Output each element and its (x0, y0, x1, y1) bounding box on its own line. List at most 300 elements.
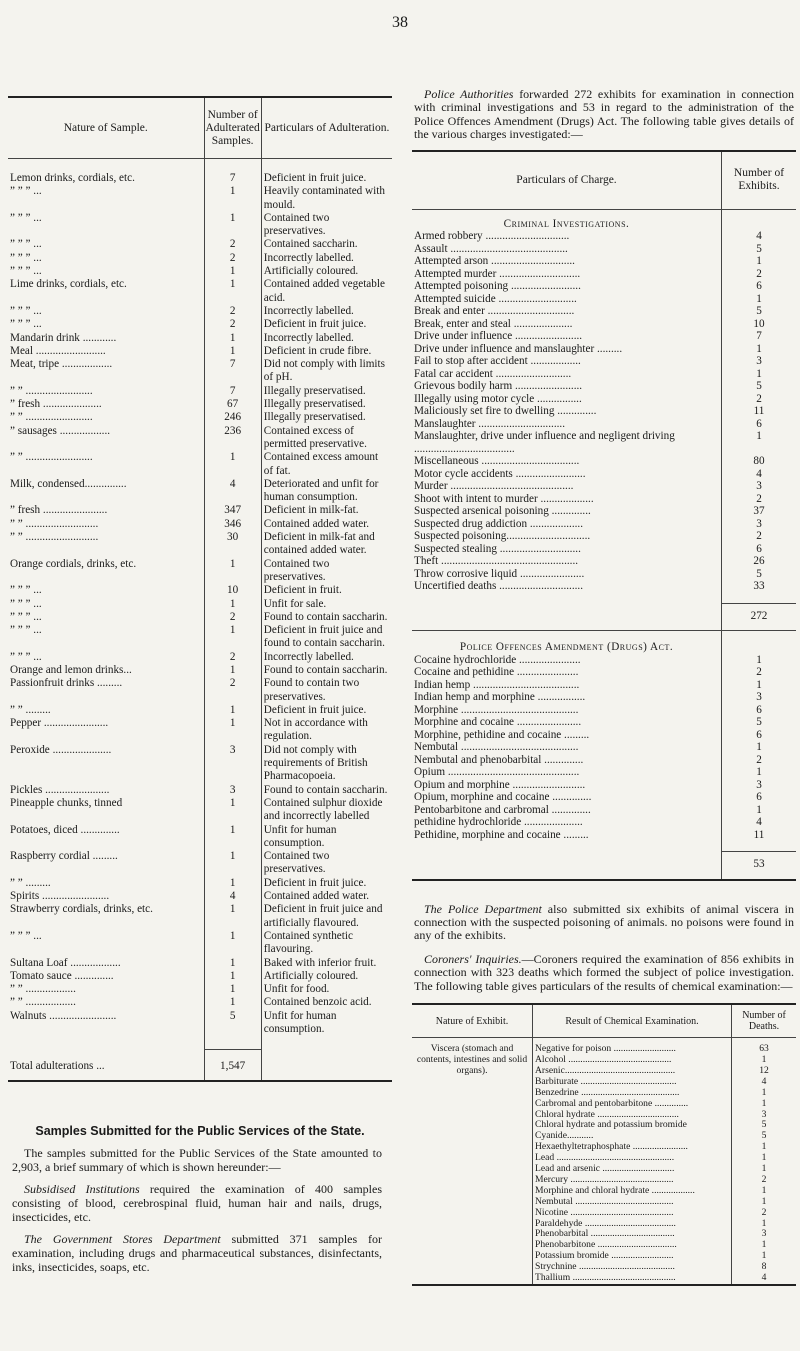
adulterated-count: 1 (204, 930, 261, 957)
charge-row (412, 418, 796, 431)
table-row (8, 996, 392, 1009)
charge-name: Fail to stop after accident .................. (414, 355, 581, 368)
charge-name: Suspected drug addiction ................... (414, 517, 584, 530)
adulteration-particulars: Did not comply with requirements of British Pharmacopoeia. (261, 744, 392, 784)
police-dept-rest: also submitted six exhibits of animal viscera in connection with the suspected poisoning of animals. no poisons were found in any of the exhibits. (414, 901, 794, 943)
charge-name: Maliciously set fire to dwelling .............. (414, 405, 597, 418)
table-row (8, 212, 392, 239)
sample-nature: ” fresh ..................... (10, 398, 102, 411)
charge-name: Murder ............................................ (414, 480, 574, 493)
exam-result: Phenobarbitone ................................. (533, 1240, 732, 1251)
adulterated-count: 1 (204, 558, 261, 585)
sample-nature: Milk, condensed............... (10, 477, 127, 490)
charge-name: Attempted murder ............................. (414, 267, 581, 280)
table-row (8, 238, 392, 251)
table-row (8, 824, 392, 851)
charge-row (412, 543, 796, 556)
sample-nature: ” ” ........................ (10, 411, 93, 424)
charge-row (412, 243, 796, 256)
police-dept-para (414, 903, 794, 943)
header-particulars: Particulars of Adulteration. (261, 98, 392, 159)
charge-name: Attempted suicide ............................ (414, 292, 577, 305)
table-row (8, 744, 392, 784)
sample-nature: ” ” ” ... (10, 597, 42, 610)
adulteration-particulars: Incorrectly labelled. (261, 332, 392, 345)
death-count: 4 (732, 1077, 797, 1088)
adulteration-particulars: Illegally preservatised. (261, 385, 392, 398)
charge-exhibits: 4 (722, 468, 797, 481)
drug-charge-name: Nembutal .......................................... (414, 741, 579, 754)
death-count: 3 (732, 1110, 797, 1121)
adulteration-particulars: Baked with inferior fruit. (261, 957, 392, 970)
police-intro (414, 88, 794, 142)
charge-row (412, 555, 796, 568)
table-row (8, 531, 392, 558)
sample-nature: Walnuts ........................ (10, 1009, 117, 1022)
charge-row (412, 505, 796, 518)
adulterated-count: 246 (204, 411, 261, 424)
adulterated-count: 1 (204, 265, 261, 278)
exhibit-nature: Viscera (stomach and contents, intestines and solid organs). (416, 1043, 528, 1076)
charge-exhibits: 37 (722, 505, 797, 518)
adulteration-particulars: Deficient in fruit juice. (261, 704, 392, 717)
charge-exhibits: 5 (722, 568, 797, 581)
header-exhibit-nature: Nature of Exhibit. (435, 1015, 509, 1027)
adulteration-particulars: Illegally preservatised. (261, 398, 392, 411)
drug-charge-name: Morphine .......................................... (414, 703, 579, 716)
charge-name: Miscellaneous ................................... (414, 455, 580, 468)
adulterated-count: 2 (204, 611, 261, 624)
sample-nature: Spirits ........................ (10, 890, 110, 903)
adulteration-particulars: Contained saccharin. (261, 238, 392, 251)
adulteration-particulars: Unfit for human consumption. (261, 1010, 392, 1037)
sample-nature: ” ” ” ... (10, 624, 42, 637)
adulterated-count: 10 (204, 584, 261, 597)
drug-exhibits: 6 (722, 791, 797, 804)
charges-table (412, 152, 796, 879)
adulterated-count: 236 (204, 425, 261, 452)
table-row (8, 598, 392, 611)
adulterated-count: 2 (204, 252, 261, 265)
header-deaths: Number of Deaths. (732, 1005, 797, 1038)
table-row (8, 252, 392, 265)
drug-charge-name: Pethidine, morphine and cocaine ......... (414, 828, 589, 841)
police-intro-italic: Police Authorities (424, 87, 514, 101)
exam-result: Nicotine ........................................... (533, 1208, 732, 1219)
drug-charge-name: Pentobarbitone and carbromal .............. (414, 803, 591, 816)
adulteration-particulars: Contained two preservatives. (261, 212, 392, 239)
adulterated-count: 2 (204, 238, 261, 251)
charge-name: Break, enter and steal ..................... (414, 317, 573, 330)
adulteration-particulars: Deficient in fruit juice. (261, 172, 392, 185)
drug-row (412, 691, 796, 704)
coroners-table (412, 1005, 796, 1284)
adulteration-particulars: Incorrectly labelled. (261, 651, 392, 664)
drug-exhibits: 2 (722, 754, 797, 767)
sample-nature: ” ” ” ... (10, 185, 42, 198)
drug-row (412, 741, 796, 754)
charge-row (412, 355, 796, 368)
adulteration-particulars: Deficient in milk-fat. (261, 504, 392, 517)
charge-exhibits: 7 (722, 330, 797, 343)
adulteration-particulars: Found to contain saccharin. (261, 611, 392, 624)
adulterated-count: 1 (204, 983, 261, 996)
death-count: 1 (732, 1142, 797, 1153)
drug-exhibits: 11 (722, 829, 797, 842)
adulteration-particulars: Contained benzoic acid. (261, 996, 392, 1009)
drug-row (412, 704, 796, 717)
charge-row (412, 318, 796, 331)
sample-nature: ” ” ........................ (10, 451, 93, 464)
adulterated-count: 7 (204, 172, 261, 185)
p2-italic: Subsidised Institutions (24, 1181, 140, 1196)
adulteration-particulars: Contained added vegetable acid. (261, 278, 392, 305)
sample-nature: Raspberry cordial ......... (10, 850, 118, 863)
p3-rest: submitted 371 samples for examination, including drugs and pharmaceutical substances, disinfectants, inks, insecticides, soaps, etc. (12, 1231, 382, 1274)
adulteration-particulars: Contained two preservatives. (261, 558, 392, 585)
drug-row (412, 766, 796, 779)
police-dept-italic: The Police Department (424, 901, 542, 916)
adulteration-particulars: Unfit for food. (261, 983, 392, 996)
charge-exhibits: 1 (722, 430, 797, 455)
death-count: 1 (732, 1197, 797, 1208)
table-row (8, 677, 392, 704)
adulterated-count: 4 (204, 890, 261, 903)
drug-row (412, 791, 796, 804)
table-row (8, 558, 392, 585)
drug-exhibits: 5 (722, 716, 797, 729)
charge-name: Fatal car accident ........................... (414, 367, 572, 380)
charge-exhibits: 6 (722, 543, 797, 556)
death-count: 1 (732, 1186, 797, 1197)
death-count: 1 (732, 1055, 797, 1066)
charge-name: Suspected poisoning.............................. (414, 530, 591, 543)
drugs-title: Police Offences Amendment (Drugs) Act. (459, 641, 674, 654)
adulterated-count: 1 (204, 664, 261, 677)
adulteration-particulars: Contained excess amount of fat. (261, 451, 392, 478)
charge-name: Throw corrosive liquid ....................... (414, 567, 585, 580)
charge-row (412, 380, 796, 393)
adulterated-count: 1 (204, 996, 261, 1009)
death-count: 12 (732, 1066, 797, 1077)
left-column (8, 96, 392, 1274)
exam-result: Nembutal ......................................... (533, 1197, 732, 1208)
adulteration-particulars: Contained added water. (261, 518, 392, 531)
table-row (8, 930, 392, 957)
table-row (8, 664, 392, 677)
adulterated-count: 7 (204, 358, 261, 385)
drug-exhibits: 1 (722, 741, 797, 754)
header-exhibits: Number of Exhibits. (722, 152, 797, 210)
charge-exhibits: 4 (722, 230, 797, 243)
sample-nature: Mandarin drink ............ (10, 331, 117, 344)
death-count: 1 (732, 1153, 797, 1164)
sample-nature: Meal ......................... (10, 344, 106, 357)
sample-nature: ” ” ” ... (10, 929, 42, 942)
table-row (8, 1010, 392, 1037)
drug-row (412, 804, 796, 817)
adulterated-count: 67 (204, 398, 261, 411)
table-row (8, 584, 392, 597)
adulterated-count: 1 (204, 451, 261, 478)
drug-row (412, 829, 796, 842)
coroners-bottom-rule (412, 1284, 796, 1286)
charge-exhibits: 2 (722, 530, 797, 543)
charge-name: Manslaughter, drive under influence and negligent driving .................................... (414, 430, 675, 455)
exam-result: Alcohol ........................................... (533, 1055, 732, 1066)
charge-exhibits: 2 (722, 268, 797, 281)
death-count: 4 (732, 1273, 797, 1284)
adulterated-count: 3 (204, 784, 261, 797)
adulterated-count: 2 (204, 677, 261, 704)
table-row (8, 797, 392, 824)
exam-result: Morphine and chloral hydrate .................. (533, 1186, 732, 1197)
table-row (8, 704, 392, 717)
table-row (8, 318, 392, 331)
sample-nature: ” ” ......... (10, 876, 51, 889)
charge-row (412, 368, 796, 381)
charge-row (412, 468, 796, 481)
table-row (8, 478, 392, 505)
drug-exhibits: 2 (722, 666, 797, 679)
total-label: Total adulterations ... (10, 1059, 105, 1072)
charge-exhibits: 80 (722, 455, 797, 468)
exam-result: Lead ................................................. (533, 1153, 732, 1164)
table-row (8, 172, 392, 185)
charge-name: Uncertified deaths .............................. (414, 580, 584, 593)
charge-exhibits: 11 (722, 405, 797, 418)
exam-result: Chloral hydrate and potassium bromide (533, 1120, 732, 1131)
exam-result: Barbiturate ........................................ (533, 1077, 732, 1088)
table-row (8, 970, 392, 983)
drug-charge-name: Indian hemp ...................................... (414, 678, 580, 691)
adulteration-particulars: Contained synthetic flavouring. (261, 930, 392, 957)
adulterated-count: 1 (204, 185, 261, 212)
death-count: 1 (732, 1164, 797, 1175)
table-row (8, 983, 392, 996)
charge-exhibits: 1 (722, 255, 797, 268)
death-count: 3 (732, 1229, 797, 1240)
charge-exhibits: 26 (722, 555, 797, 568)
death-count: 5 (732, 1120, 797, 1131)
death-count: 2 (732, 1208, 797, 1219)
sample-nature: Lemon drinks, cordials, etc. (10, 172, 135, 184)
table-row (8, 332, 392, 345)
charge-exhibits: 2 (722, 393, 797, 406)
adulteration-particulars: Found to contain saccharin. (261, 664, 392, 677)
charge-exhibits: 10 (722, 318, 797, 331)
table-row (8, 358, 392, 385)
public-services-p2 (12, 1182, 382, 1224)
table-row (8, 784, 392, 797)
table-spacer (412, 841, 796, 852)
charge-name: Drive under influence ........................ (414, 330, 583, 343)
adulterated-count: 1 (204, 824, 261, 851)
adulterated-count: 1 (204, 717, 261, 744)
death-count: 63 (732, 1044, 797, 1055)
charge-exhibits: 6 (722, 418, 797, 431)
sample-nature: ” sausages .................. (10, 424, 111, 437)
table-row (8, 651, 392, 664)
drug-charge-name: Cocaine and pethidine ...................... (414, 666, 579, 679)
public-services-title: Samples Submitted for the Public Services of the State. (35, 1123, 365, 1138)
adulteration-particulars: Deficient in fruit juice. (261, 877, 392, 890)
charge-name: Motor cycle accidents ......................... (414, 467, 586, 480)
charge-exhibits: 3 (722, 355, 797, 368)
sample-nature: Orange cordials, drinks, etc. (10, 557, 137, 570)
adulteration-body (8, 159, 392, 1050)
drug-row (412, 716, 796, 729)
exam-result: Lead and arsenic .............................. (533, 1164, 732, 1175)
adulteration-particulars: Unfit for human consumption. (261, 824, 392, 851)
header-charge: Particulars of Charge. (516, 173, 617, 186)
charge-row (412, 530, 796, 543)
adulteration-particulars: Contained two preservatives. (261, 850, 392, 877)
sample-nature: Pickles ....................... (10, 783, 110, 796)
adulterated-count: 7 (204, 385, 261, 398)
drug-exhibits: 3 (722, 779, 797, 792)
sample-nature: ” ” ” ... (10, 610, 42, 623)
charge-name: Illegally using motor cycle ................ (414, 392, 582, 405)
death-count: 1 (732, 1251, 797, 1262)
drug-charge-name: Cocaine hydrochloride ...................... (414, 653, 581, 666)
charge-exhibits: 5 (722, 305, 797, 318)
exam-result: Potassium bromide .......................... (533, 1251, 732, 1262)
sample-nature: ” ” .......................... (10, 517, 99, 530)
table-row (8, 611, 392, 624)
drugs-total: 53 (722, 852, 797, 879)
adulterated-count: 1 (204, 970, 261, 983)
adulterated-count: 1 (204, 598, 261, 611)
bottom-rule (8, 1080, 392, 1082)
table-row (8, 903, 392, 930)
charge-name: Suspected arsenical poisoning .............. (414, 505, 591, 518)
coroners-italic: Coroners' Inquiries. (424, 951, 522, 966)
sample-nature: Orange and lemon drinks... (10, 663, 132, 676)
adulteration-particulars: Deficient in fruit. (261, 584, 392, 597)
adulterated-count: 1 (204, 212, 261, 239)
drugs-body (412, 654, 796, 852)
charge-exhibits: 1 (722, 293, 797, 306)
coroners-rest: —Coroners required the examination of 856 exhibits in connection with 323 deaths which formed the subject of police investigation. The following table gives particulars of the results of chemical examination:— (414, 951, 794, 993)
adulterated-count: 2 (204, 651, 261, 664)
exam-result: Arsenic.............................................. (533, 1066, 732, 1077)
charge-name: Manslaughter ............................... (414, 417, 566, 430)
adulteration-particulars: Deficient in fruit juice. (261, 318, 392, 331)
charge-exhibits: 6 (722, 280, 797, 293)
adulterated-count: 1 (204, 704, 261, 717)
exam-result: Chloral hydrate .................................. (533, 1110, 732, 1121)
sample-nature: Peroxide ..................... (10, 743, 112, 756)
charge-name: Armed robbery .............................. (414, 230, 570, 243)
coroners-body (412, 1038, 796, 1284)
drug-exhibits: 1 (722, 654, 797, 667)
exam-result: Phenobarbital ................................... (533, 1229, 732, 1240)
exam-result: Thallium ........................................... (533, 1273, 732, 1284)
adulteration-particulars: Contained added water. (261, 890, 392, 903)
charge-row (412, 393, 796, 406)
drug-row (412, 729, 796, 742)
charge-row (412, 305, 796, 318)
drug-row (412, 779, 796, 792)
adulteration-particulars: Illegally preservatised. (261, 411, 392, 424)
sample-nature: Sultana Loaf .................. (10, 956, 121, 969)
charge-row (412, 518, 796, 531)
adulteration-particulars: Contained excess of permitted preservative. (261, 425, 392, 452)
adulterated-count: 2 (204, 305, 261, 318)
adulterated-count: 1 (204, 877, 261, 890)
table-row (8, 877, 392, 890)
charge-exhibits: 5 (722, 243, 797, 256)
drug-exhibits: 1 (722, 766, 797, 779)
charge-name: Shoot with intent to murder ................... (414, 492, 594, 505)
public-services-p3 (12, 1232, 382, 1274)
sample-nature: Potatoes, diced .............. (10, 823, 120, 836)
adulteration-particulars: Deficient in fruit juice and artificially flavoured. (261, 903, 392, 930)
charge-row (412, 293, 796, 306)
table-row (8, 185, 392, 212)
coroners-para (414, 953, 794, 993)
sample-nature: ” ” ” ... (10, 238, 42, 251)
sample-nature: ” ” .................. (10, 996, 76, 1009)
drug-charge-name: Nembutal and phenobarbital .............. (414, 753, 584, 766)
charge-exhibits: 1 (722, 343, 797, 356)
charges-bottom-rule (412, 879, 796, 881)
drug-exhibits: 4 (722, 816, 797, 829)
charge-row (412, 430, 796, 455)
exam-result: Hexaethyltetraphosphate ....................... (533, 1142, 732, 1153)
adulterated-count: 1 (204, 345, 261, 358)
charge-name: Break and enter ............................... (414, 305, 575, 318)
charge-exhibits: 3 (722, 518, 797, 531)
charge-row (412, 255, 796, 268)
adulterated-count: 1 (204, 624, 261, 651)
exam-result: Benzedrine ......................................... (533, 1088, 732, 1099)
adulterated-count: 2 (204, 318, 261, 331)
adulteration-particulars: Heavily contaminated with mould. (261, 185, 392, 212)
police-intro-rest: forwarded 272 exhibits for examination in connection with criminal investigations and 53 in regard to the administration of the Police Offences Amendment (Drugs) Act. The following table gives details of the various charges investigated:— (414, 87, 795, 142)
sample-nature: ” fresh ....................... (10, 504, 108, 517)
right-column (412, 88, 796, 1286)
exam-result: Carbromal and pentobarbitone .............. (533, 1099, 732, 1110)
sample-nature: Meat, tripe .................. (10, 358, 113, 371)
adulteration-particulars: Deficient in fruit juice and found to contain saccharin. (261, 624, 392, 651)
exam-result: Negative for poison .......................... (533, 1044, 732, 1055)
table-row (8, 504, 392, 517)
table-row (8, 451, 392, 478)
sample-nature: ” ” ......... (10, 703, 51, 716)
sample-nature: ” ” ” ... (10, 650, 42, 663)
adulterated-count: 30 (204, 531, 261, 558)
table-row (8, 278, 392, 305)
p3-italic: The Government Stores Department (24, 1231, 221, 1246)
adulterated-count: 4 (204, 478, 261, 505)
sample-nature: ” ” ” ... (10, 265, 42, 278)
drug-charge-name: Indian hemp and morphine ................. (414, 691, 586, 704)
criminal-total: 272 (722, 603, 797, 631)
header-result: Result of Chemical Examination. (533, 1005, 732, 1038)
drug-exhibits: 6 (722, 704, 797, 717)
charge-exhibits: 33 (722, 580, 797, 593)
charge-exhibits: 5 (722, 380, 797, 393)
table-spacer (8, 1036, 392, 1050)
sample-nature: Tomato sauce .............. (10, 969, 114, 982)
charge-exhibits: 3 (722, 480, 797, 493)
adulteration-particulars: Unfit for sale. (261, 598, 392, 611)
adulteration-particulars: Found to contain saccharin. (261, 784, 392, 797)
exam-result: Cyanide........... (533, 1131, 732, 1142)
adulteration-particulars: Incorrectly labelled. (261, 305, 392, 318)
